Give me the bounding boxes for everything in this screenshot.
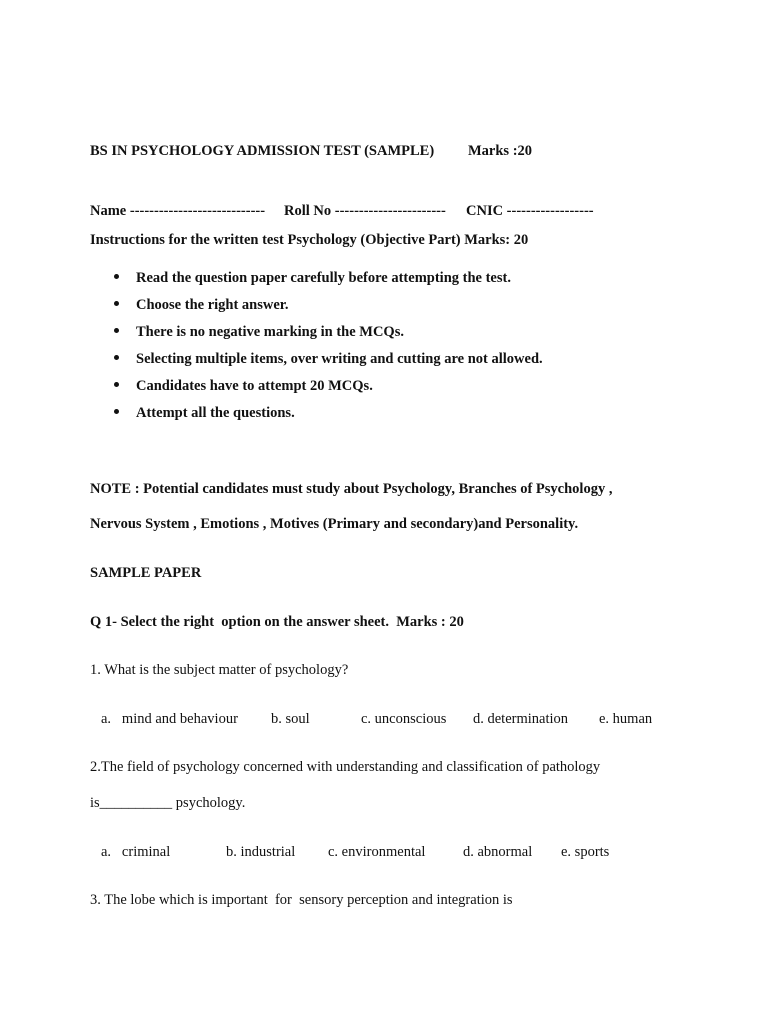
bullet-icon	[114, 382, 119, 387]
list-item-text: Read the question paper carefully before attempting the test.	[136, 270, 511, 286]
question-2-line-1: 2.The field of psychology concerned with understanding and classification of pathology	[90, 759, 601, 775]
option-d: d. abnormal	[463, 844, 533, 860]
list-item-text: There is no negative marking in the MCQs.	[136, 324, 404, 340]
name-field: Name ----------------------------	[90, 203, 266, 219]
bullet-icon	[114, 355, 119, 360]
question-3: 3. The lobe which is important for sensory perception and integration is	[90, 892, 513, 908]
list-item-text: Candidates have to attempt 20 MCQs.	[136, 378, 373, 394]
bullet-icon	[114, 301, 119, 306]
note-line-2: Nervous System , Emotions , Motives (Primary and secondary)and Personality.	[90, 516, 579, 532]
list-item-text: Selecting multiple items, over writing and cutting are not allowed.	[136, 351, 543, 367]
instructions-heading: Instructions for the written test Psychology (Objective Part) Marks: 20	[90, 232, 529, 248]
question-section-heading: Q 1- Select the right option on the answer sheet. Marks : 20	[90, 614, 464, 630]
option-a: a. mind and behaviour	[101, 711, 238, 727]
bullet-icon	[114, 409, 119, 414]
roll-field: Roll No -----------------------	[284, 203, 446, 219]
option-e: e. sports	[561, 844, 610, 860]
bullet-icon	[114, 274, 119, 279]
list-item-text: Choose the right answer.	[136, 297, 289, 313]
option-d: d. determination	[473, 711, 569, 727]
option-c: c. unconscious	[361, 711, 447, 727]
question-2-line-2: is__________ psychology.	[90, 795, 246, 811]
note-line-1: NOTE : Potential candidates must study about Psychology, Branches of Psychology ,	[90, 481, 613, 497]
title-marks: Marks :20	[468, 143, 533, 159]
question-1: 1. What is the subject matter of psychology?	[90, 662, 349, 678]
option-c: c. environmental	[328, 844, 426, 860]
page-title: BS IN PSYCHOLOGY ADMISSION TEST (SAMPLE)	[90, 143, 435, 159]
bullet-icon	[114, 328, 119, 333]
sample-paper-heading: SAMPLE PAPER	[90, 565, 202, 581]
list-item-text: Attempt all the questions.	[136, 405, 295, 421]
option-a: a. criminal	[101, 844, 171, 860]
cnic-field: CNIC ------------------	[466, 203, 594, 219]
option-b: b. soul	[271, 711, 310, 727]
option-e: e. human	[599, 711, 653, 727]
option-b: b. industrial	[226, 844, 296, 860]
